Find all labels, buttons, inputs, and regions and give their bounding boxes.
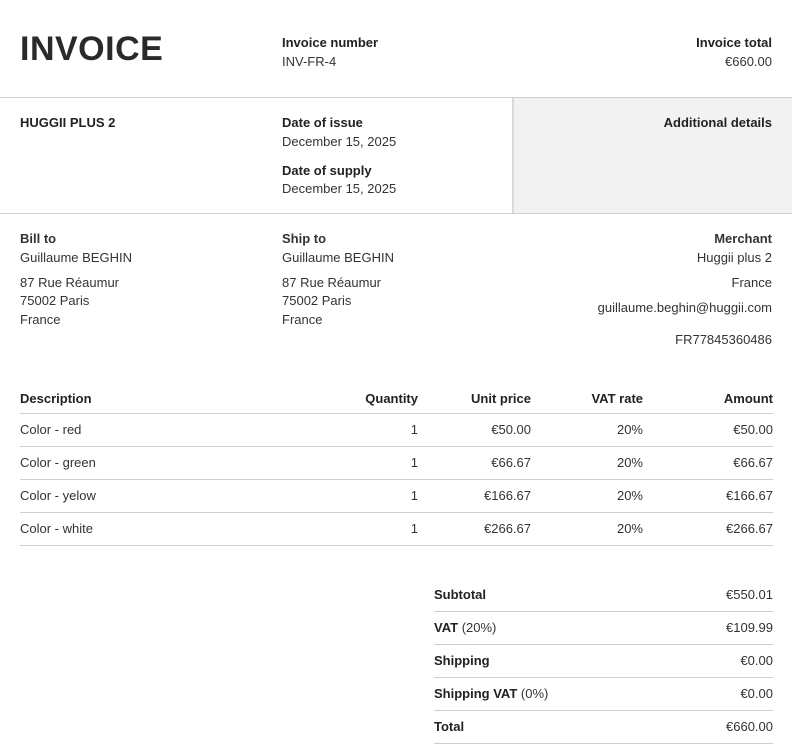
col-quantity-header: Quantity [320,385,418,413]
vat-value: €109.99 [674,611,773,644]
table-row [20,446,773,479]
merchant-email: guillaume.beghin@huggii.com [597,300,772,315]
merchant-vat-id: FR77845360486 [675,332,772,347]
date-of-issue-label: Date of issue [282,115,363,130]
item-description: Color - white [20,512,320,545]
item-vat-rate: 20% [531,446,643,479]
total-value: €660.00 [674,710,773,743]
total-row [434,710,773,743]
item-amount: €166.67 [643,479,773,512]
ship-to-label: Ship to [282,231,327,246]
item-amount: €266.67 [643,512,773,545]
item-unit-price: €50.00 [418,413,531,446]
bill-to-city: 75002 Paris [20,293,90,308]
item-unit-price: €66.67 [418,446,531,479]
col-description-header: Description [20,385,320,413]
item-vat-rate: 20% [531,512,643,545]
item-description: Color - red [20,413,320,446]
bill-to-label: Bill to [20,231,57,246]
invoice-number: INV-FR-4 [282,54,337,69]
shipping-vat-label-cell [434,677,674,710]
invoice-number-label: Invoice number [282,35,379,50]
date-of-supply: December 15, 2025 [282,181,397,196]
item-quantity: 1 [320,512,418,545]
ship-to-name: Guillaume BEGHIN [282,250,394,265]
seller-name: HUGGII PLUS 2 [20,115,116,130]
shipping-value: €0.00 [674,644,773,677]
total-label: Total [434,710,674,743]
vat-rate: (20%) [461,620,497,635]
shipping-label: Shipping [434,644,674,677]
ship-to-city: 75002 Paris [282,293,352,308]
item-quantity: 1 [320,446,418,479]
item-quantity: 1 [320,479,418,512]
items-header-row [20,385,773,413]
item-vat-rate: 20% [531,479,643,512]
subtotal-row [434,578,773,611]
shipping-vat-row [434,677,773,710]
item-unit-price: €266.67 [418,512,531,545]
table-row [20,512,773,545]
item-vat-rate: 20% [531,413,643,446]
shipping-vat-label: Shipping VAT [434,686,518,701]
ship-to-street: 87 Rue Réaumur [282,275,381,290]
invoice-total: €660.00 [725,54,772,69]
shipping-vat-rate: (0%) [520,686,549,701]
merchant-label: Merchant [714,231,772,246]
line-items-table [20,385,773,546]
bill-to-name: Guillaume BEGHIN [20,250,132,265]
col-vat-rate-header: VAT rate [531,385,643,413]
invoice-total-label: Invoice total [696,35,772,50]
invoice-title: INVOICE [20,30,164,68]
table-row [20,413,773,446]
merchant-country: France [731,275,772,290]
ship-to-country: France [282,312,323,327]
item-description: Color - yelow [20,479,320,512]
date-of-supply-label: Date of supply [282,163,372,178]
merchant-name: Huggii plus 2 [696,250,772,265]
item-amount: €66.67 [643,446,773,479]
subtotal-value: €550.01 [674,578,773,611]
date-of-issue: December 15, 2025 [282,134,397,149]
details-divider [0,213,792,214]
vat-label-cell [434,611,674,644]
subtotal-label: Subtotal [434,578,674,611]
shipping-row [434,644,773,677]
item-unit-price: €166.67 [418,479,531,512]
table-row [20,479,773,512]
item-quantity: 1 [320,413,418,446]
totals-table [434,578,773,744]
vat-label: VAT [434,620,459,635]
item-amount: €50.00 [643,413,773,446]
bill-to-country: France [20,312,61,327]
vat-row [434,611,773,644]
col-unit-price-header: Unit price [418,385,531,413]
col-amount-header: Amount [643,385,773,413]
additional-details-label: Additional details [663,115,772,130]
item-description: Color - green [20,446,320,479]
shipping-vat-value: €0.00 [674,677,773,710]
bill-to-street: 87 Rue Réaumur [20,275,119,290]
